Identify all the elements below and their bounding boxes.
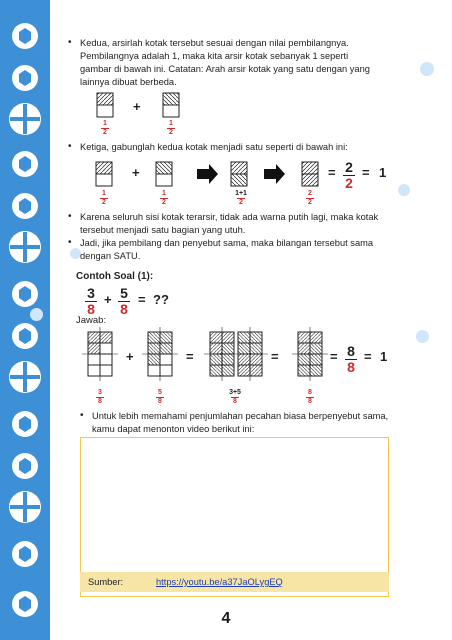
paragraph-2: Ketiga, gabunglah kedua kotak menjadi satu seperti di bawah ini:	[80, 142, 348, 152]
equals-sign: =	[328, 165, 336, 180]
hexagon-icon	[11, 540, 39, 568]
grid-combined	[204, 327, 268, 381]
paragraph-4	[92, 410, 388, 436]
equals-sign: =	[330, 349, 338, 364]
fraction-label: 2 2	[305, 190, 315, 206]
text-line: Karena seluruh sisi kotak terarsir, tidak ada warna putih lagi, maka kotak	[80, 212, 379, 222]
bullet: •	[68, 237, 72, 248]
cross-circle-icon	[8, 102, 42, 136]
plus-sign: +	[132, 165, 140, 180]
fraction-label: 3+5 8	[229, 389, 241, 405]
equals-sign: =	[138, 292, 146, 307]
grid-eight-eighths	[292, 327, 328, 381]
fraction-a: 3 8	[84, 287, 98, 316]
left-sidebar	[0, 0, 50, 640]
hexagon-icon	[11, 22, 39, 50]
result-one: 1	[379, 165, 387, 180]
box-half-b	[163, 93, 179, 117]
arrow-right-icon	[264, 164, 285, 184]
equals-sign: =	[271, 349, 279, 364]
plus-sign: +	[104, 292, 112, 307]
paragraph-3b	[80, 237, 373, 263]
video-link[interactable]: https://youtu.be/a37JaOLygEQ	[156, 577, 283, 587]
paragraph-3a	[80, 211, 378, 237]
decorative-dot	[420, 62, 434, 76]
decorative-dot	[416, 330, 429, 343]
text-line: gambar di bawah ini. Catatan: Arah arsir kotak yang satu dengan yang	[80, 64, 370, 74]
hexagon-icon	[11, 280, 39, 308]
plus-sign: +	[133, 99, 141, 114]
eighths-figure	[80, 326, 360, 386]
equals-sign: =	[186, 349, 194, 364]
text-line: Pembilangnya adalah 1, maka kita arsir kotak sebanyak 1 seperti	[80, 51, 349, 61]
text-line: Jadi, jika pembilang dan penyebut sama, maka bilangan tersebut sama	[80, 238, 374, 248]
result-fraction: 2 2	[342, 161, 356, 190]
hexagon-icon	[11, 322, 39, 350]
hexagon-icon	[11, 410, 39, 438]
text-line: tersebut menjadi satu bagian yang utuh.	[80, 225, 246, 235]
text-line: dengan SATU.	[80, 251, 141, 261]
fraction-label: 1+1 2	[235, 190, 247, 206]
cross-circle-icon	[8, 230, 42, 264]
hexagon-icon	[11, 150, 39, 178]
grid-five-eighths	[142, 327, 178, 381]
hexagon-icon	[11, 452, 39, 480]
page-number: 4	[221, 610, 231, 627]
result-fraction: 8 8	[344, 345, 358, 374]
text-line: lainnya dibuat berbeda.	[80, 77, 177, 87]
cross-circle-icon	[8, 360, 42, 394]
equals-sign: =	[364, 349, 372, 364]
example-heading: Contoh Soal (1):	[76, 271, 154, 282]
fraction-label: 1 2	[159, 190, 169, 206]
decorative-dot	[30, 308, 43, 321]
fraction-b: 5 8	[117, 287, 131, 316]
grid-three-eighths	[82, 327, 118, 381]
fraction-label: 5 8	[155, 389, 165, 405]
answer-label: Jawab:	[76, 315, 107, 326]
bullet: •	[80, 410, 84, 421]
source-bar	[80, 572, 389, 592]
box-half-a	[97, 93, 113, 117]
unknown-result: ??	[153, 292, 169, 307]
equals-sign: =	[362, 165, 370, 180]
fraction-label: 1 2	[166, 120, 176, 136]
fraction-label: 8 8	[305, 389, 315, 405]
text-line: Kedua, arsirlah kotak tersebut sesuai dengan nilai pembilangnya.	[80, 38, 349, 48]
fraction-label: 3 8	[95, 389, 105, 405]
cross-circle-icon	[8, 490, 42, 524]
bullet: •	[68, 211, 72, 222]
paragraph-1	[80, 37, 370, 89]
plus-sign: +	[126, 349, 134, 364]
fraction-label: 1 2	[99, 190, 109, 206]
text-line: kamu dapat menonton video berikut ini:	[92, 424, 255, 434]
arrow-right-icon	[197, 164, 218, 184]
bullet: •	[68, 37, 72, 48]
bullet: •	[68, 141, 72, 152]
hexagon-icon	[11, 64, 39, 92]
source-label: Sumber:	[88, 577, 124, 587]
result-one: 1	[380, 349, 388, 364]
fraction-label: 1 2	[100, 120, 110, 136]
hexagon-icon	[11, 192, 39, 220]
text-line: Untuk lebih memahami penjumlahan pecahan biasa berpenyebut sama,	[92, 411, 389, 421]
